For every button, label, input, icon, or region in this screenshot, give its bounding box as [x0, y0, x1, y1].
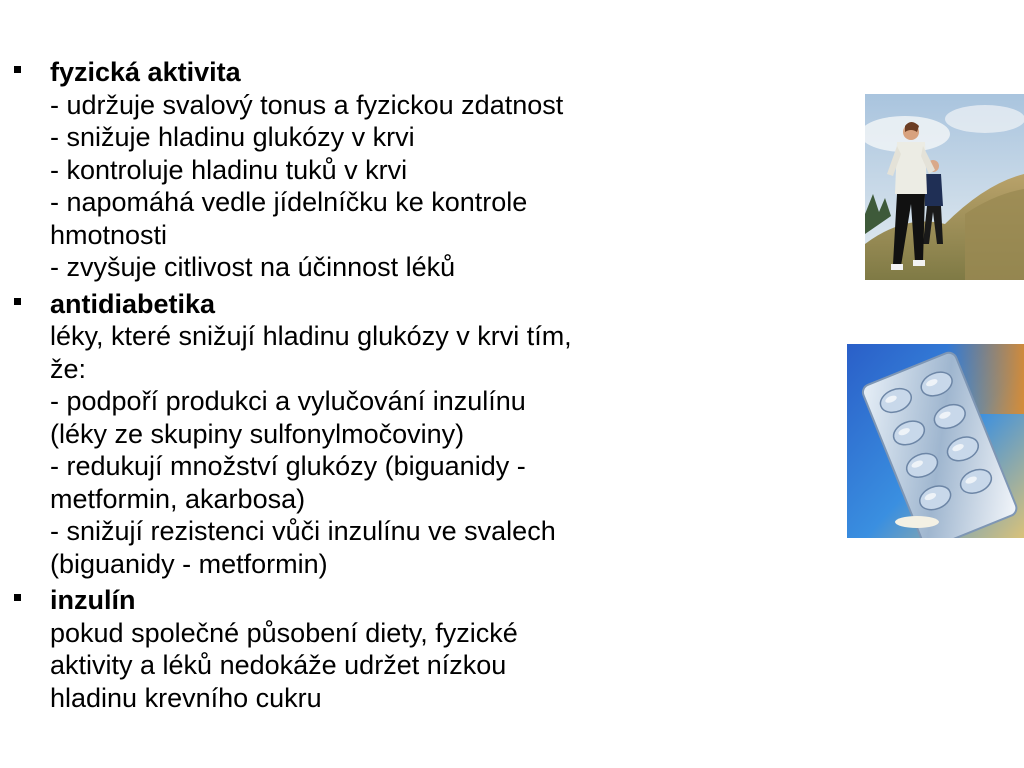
bullet-line: (biguanidy - metformin): [50, 548, 328, 579]
bullet-line: - napomáhá vedle jídelníčku ke kontrole: [50, 187, 528, 217]
bullet-line: (léky ze skupiny sulfonylmočoviny): [50, 418, 465, 449]
slide-content: [14, 56, 734, 718]
bullet-line: - snižuje hladinu glukózy v krvi: [50, 122, 415, 152]
bullet-heading: fyzická aktivita: [50, 57, 241, 87]
bullet-heading: inzulín: [50, 585, 136, 615]
bullet-line: hmotnosti: [50, 219, 168, 250]
bullet-insulin: [14, 584, 734, 714]
bullet-line: že:: [50, 353, 87, 384]
bullet-line: - kontroluje hladinu tuků v krvi: [50, 154, 408, 185]
bullet-line: - zvyšuje citlivost na účinnost léků: [50, 252, 456, 282]
bullet-heading: antidiabetika: [50, 288, 216, 319]
square-bullet-icon: [14, 594, 21, 601]
running-women-photo: [865, 94, 1024, 280]
bullet-line: pokud společné působení diety, fyzické: [50, 617, 518, 648]
bullet-line: hladinu krevního cukru: [50, 682, 322, 713]
square-bullet-icon: [14, 298, 21, 305]
bullet-line: - redukují množství glukózy (biguanidy -: [50, 451, 526, 481]
bullet-line: léky, které snižují hladinu glukózy v krvi tím,: [50, 321, 572, 351]
pill-blister-illustration: [847, 344, 1024, 538]
bullet-line: - udržuje svalový tonus a fyzickou zdatnost: [50, 89, 564, 120]
square-bullet-icon: [14, 66, 21, 73]
bullet-line: - podpoří produkci a vylučování inzulínu: [50, 386, 526, 416]
bullet-antidiabetics: [14, 288, 734, 581]
bullet-line: aktivity a léků nedokáže udržet nízkou: [50, 650, 507, 680]
bullet-line: - snižují rezistenci vůči inzulínu ve svalech: [50, 516, 556, 546]
bullet-physical-activity: [14, 56, 734, 284]
bullet-line: metformin, akarbosa): [50, 483, 306, 514]
pill-blister-photo: [847, 344, 1024, 538]
running-women-illustration: [865, 94, 1024, 280]
